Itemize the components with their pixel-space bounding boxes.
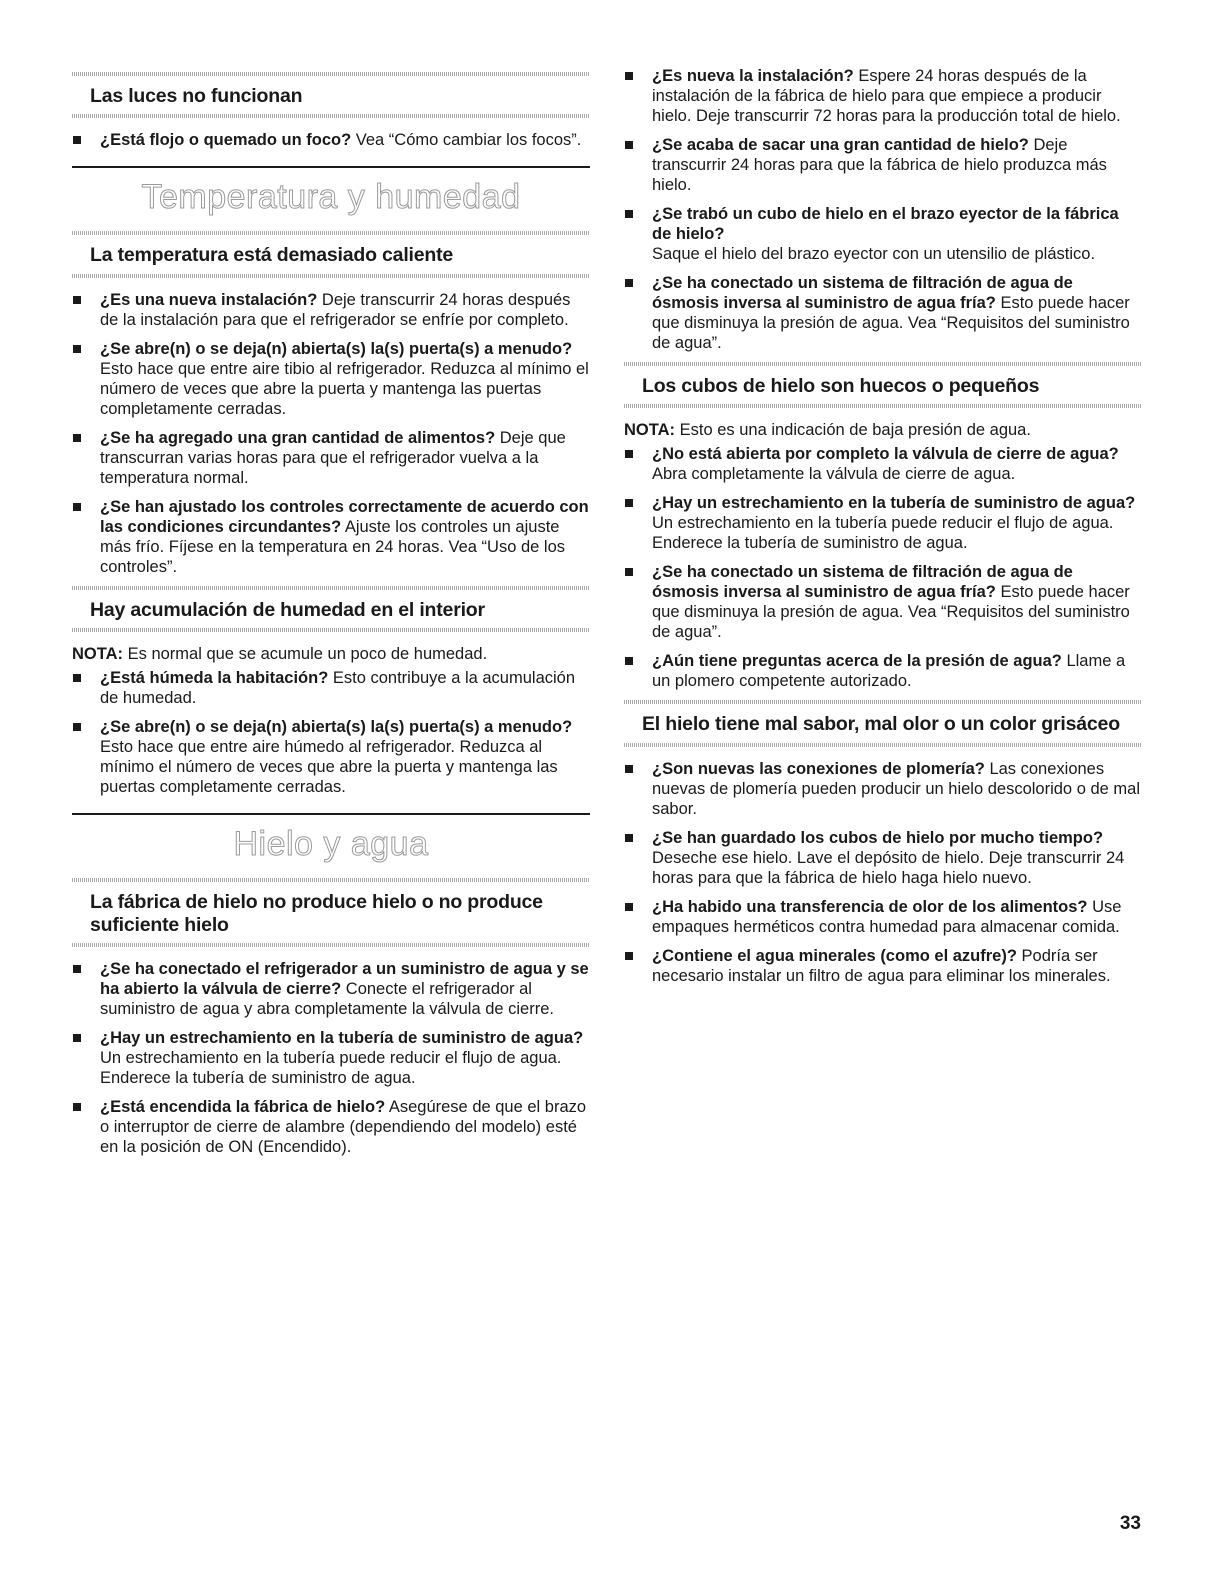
note-label: NOTA:	[72, 645, 124, 664]
note-text: Es normal que se acumule un poco de humedad.	[123, 645, 488, 664]
list-item	[624, 828, 1142, 888]
answer: Esto puede hacer que disminuya la presión de agua. Vea “Requisitos del suministro de agua”.	[652, 583, 1130, 642]
right-column	[624, 66, 1142, 995]
question: ¿Ha habido una transferencia de olor de los alimentos?	[652, 897, 1088, 916]
answer: Deje transcurrir 24 horas para que la fábrica de hielo produzca más hielo.	[652, 136, 1107, 194]
list-item	[72, 290, 590, 330]
subheading-sabor: El hielo tiene mal sabor, mal olor o un color grisáceo	[642, 713, 1120, 736]
question: ¿No está abierta por completo la válvula de cierre de agua?	[652, 445, 1119, 464]
answer: Use empaques herméticos contra humedad para almacenar comida.	[652, 897, 1122, 936]
list-item	[72, 497, 590, 577]
answer: Podría ser necesario instalar un filtro de agua para eliminar los minerales.	[652, 946, 1111, 985]
answer: Deseche ese hielo. Lave el depósito de hielo. Deje transcurrir 24 horas para que la fábrica de hielo haga hielo nuevo.	[652, 848, 1125, 887]
question: ¿Contiene el agua minerales (como el azufre)?	[652, 946, 1017, 965]
answer: Llame a un plomero competente autorizado.	[652, 652, 1126, 691]
dotted-rule	[72, 231, 590, 235]
section-title: Temperatura y humedad	[141, 178, 521, 217]
question: ¿Aún tiene preguntas acerca de la presión de agua?	[652, 652, 1062, 671]
list-fabrica-continued	[624, 66, 1142, 353]
subheading-fabrica: La fábrica de hielo no produce hielo o no produce suficiente hielo	[90, 891, 543, 936]
subheading-cubos: Los cubos de hielo son huecos o pequeños	[642, 375, 1040, 397]
list-luces	[72, 130, 590, 150]
section-title: Hielo y agua	[233, 825, 429, 864]
dotted-rule	[72, 72, 590, 76]
list-item	[72, 339, 590, 419]
dotted-rule	[72, 943, 590, 947]
list-fabrica	[72, 959, 590, 1157]
question: ¿Se han guardado los cubos de hielo por mucho tiempo?	[652, 828, 1104, 847]
list-item	[624, 946, 1142, 986]
list-item	[624, 204, 1142, 264]
list-item	[624, 273, 1142, 353]
question: ¿Es una nueva instalación?	[100, 290, 318, 309]
dotted-rule	[624, 362, 1142, 366]
list-item	[624, 493, 1142, 553]
subheading-luces: Las luces no funcionan	[90, 85, 303, 107]
note-text: Esto es una indicación de baja presión de agua.	[675, 421, 1031, 440]
question: ¿Está flojo o quemado un foco?	[100, 131, 352, 150]
question: ¿Está encendida la fábrica de hielo?	[100, 1098, 386, 1117]
answer: Vea “Cómo cambiar los focos”.	[351, 131, 582, 150]
note	[624, 420, 1142, 440]
left-column	[72, 72, 590, 1166]
list-item	[624, 66, 1142, 126]
question: ¿Se ha agregado una gran cantidad de alimentos?	[100, 428, 496, 447]
dotted-rule	[624, 743, 1142, 747]
subheading-temperatura: La temperatura está demasiado caliente	[90, 244, 454, 267]
answer: Esto puede hacer que disminuya la presión de agua. Vea “Requisitos del suministro de agua”.	[652, 294, 1130, 352]
answer: Conecte el refrigerador al suministro de agua y abra completamente la válvula de cierre.	[100, 980, 554, 1019]
question: ¿Se trabó un cubo de hielo en el brazo eyector de la fábrica de hielo?	[652, 205, 1119, 243]
answer: Un estrechamiento en la tubería puede reducir el flujo de agua. Enderece la tubería de suministro de agua.	[652, 514, 1114, 553]
list-item	[72, 130, 590, 150]
list-item	[72, 1028, 590, 1088]
dotted-rule	[72, 878, 590, 882]
list-item	[72, 428, 590, 488]
page-number: 33	[1119, 1513, 1141, 1534]
dotted-rule	[72, 274, 590, 278]
dotted-rule	[624, 404, 1142, 408]
list-item	[624, 562, 1142, 642]
list-item	[72, 717, 590, 797]
answer: Las conexiones nuevas de plomería pueden producir un hielo descolorido o de mal sabor.	[652, 759, 1140, 818]
dotted-rule	[72, 114, 590, 118]
answer: Ajuste los controles un ajuste más frío. Fíjese en la temperatura en 24 horas. Vea “Uso de los controles”.	[100, 517, 565, 576]
dotted-rule	[72, 586, 590, 590]
question: ¿Se ha conectado el refrigerador a un suministro de agua y se ha abierto la válvula de cierre?	[100, 960, 589, 999]
question: ¿Se ha conectado un sistema de filtración de agua de ósmosis inversa al suministro de agua fría?	[652, 274, 1073, 312]
question: ¿Está húmeda la habitación?	[100, 669, 329, 688]
answer: Espere 24 horas después de la instalación de la fábrica de hielo para que empiece a producir hielo. Deje transcurrir 72 horas para la producción total de hielo.	[652, 67, 1121, 125]
question: ¿Se ha conectado un sistema de filtración de agua de ósmosis inversa al suministro de agua fría?	[652, 563, 1073, 602]
question: ¿Se abre(n) o se deja(n) abierta(s) la(s) puerta(s) a menudo?	[100, 339, 573, 358]
dotted-rule	[624, 700, 1142, 704]
answer: Esto hace que entre aire húmedo al refrigerador. Reduzca al mínimo el número de veces que abre la puerta y mantenga las puertas completamente cerradas.	[100, 738, 558, 797]
question: ¿Es nueva la instalación?	[652, 67, 854, 85]
answer: Asegúrese de que el brazo o interruptor de cierre de alambre (dependiendo del modelo) esté en la posición de ON (Encendido).	[100, 1098, 587, 1157]
answer: Deje que transcurran varias horas para que el refrigerador vuelva a la temperatura normal.	[100, 428, 566, 487]
question: ¿Hay un estrechamiento en la tubería de suministro de agua?	[652, 494, 1136, 513]
question: ¿Hay un estrechamiento en la tubería de suministro de agua?	[100, 1029, 584, 1048]
question: ¿Se han ajustado los controles correctamente de acuerdo con las condiciones circundantes?	[100, 497, 589, 536]
answer: Esto contribuye a la acumulación de humedad.	[100, 669, 576, 708]
question: ¿Son nuevas las conexiones de plomería?	[652, 759, 985, 778]
list-item	[624, 759, 1142, 819]
list-item	[72, 668, 590, 708]
list-cubos	[624, 444, 1142, 691]
answer: Saque el hielo del brazo eyector con un utensilio de plástico.	[652, 245, 1096, 263]
list-item	[72, 959, 590, 1019]
answer: Un estrechamiento en la tubería puede reducir el flujo de agua. Enderece la tubería de suministro de agua.	[100, 1049, 562, 1088]
subheading-humedad: Hay acumulación de humedad en el interior	[90, 598, 485, 621]
answer: Deje transcurrir 24 horas después de la instalación para que el refrigerador se enfríe por completo.	[100, 290, 571, 329]
note	[72, 644, 590, 664]
list-item	[624, 897, 1142, 937]
answer: Esto hace que entre aire tibio al refrigerador. Reduzca al mínimo el número de veces que abre la puerta y mantenga las puertas completamente cerradas.	[100, 359, 589, 418]
list-sabor	[624, 759, 1142, 986]
section-header-hielo	[72, 813, 590, 878]
dotted-rule	[72, 628, 590, 632]
list-item	[624, 444, 1142, 484]
list-item	[624, 651, 1142, 691]
list-temperatura	[72, 290, 590, 577]
note-label: NOTA:	[624, 421, 676, 440]
list-item	[624, 135, 1142, 195]
list-item	[72, 1097, 590, 1157]
list-humedad	[72, 668, 590, 797]
question: ¿Se acaba de sacar una gran cantidad de hielo?	[652, 136, 1029, 154]
question: ¿Se abre(n) o se deja(n) abierta(s) la(s) puerta(s) a menudo?	[100, 718, 573, 737]
section-header-temperatura	[72, 166, 590, 231]
answer: Abra completamente la válvula de cierre de agua.	[652, 465, 1016, 484]
